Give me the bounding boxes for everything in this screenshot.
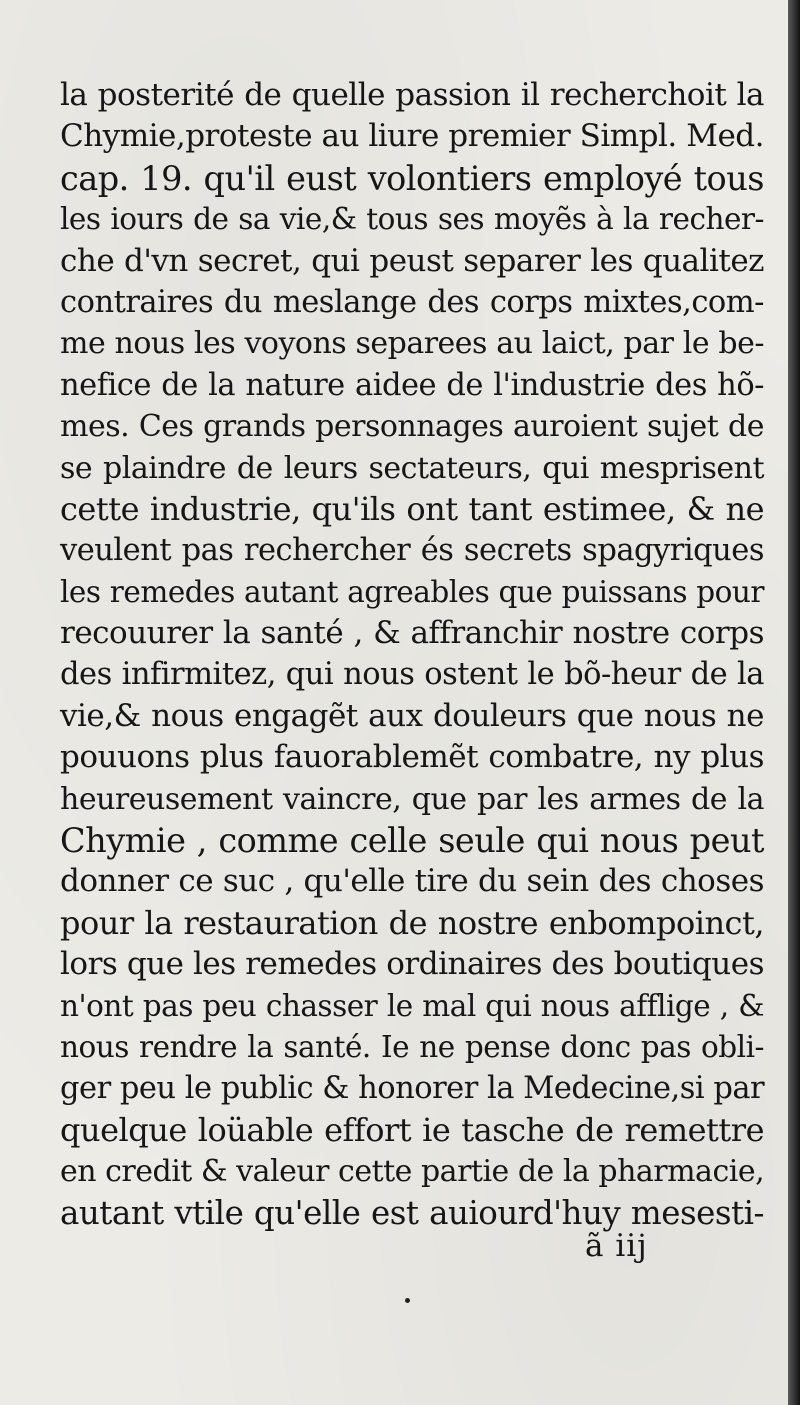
text-line: nefice de la nature aidee de l'industrie des hõ- bbox=[60, 367, 764, 403]
text-line: quelque loüable effort ie tasche de remettre bbox=[60, 1110, 764, 1149]
body-text bbox=[60, 75, 764, 1234]
text-line: mes. Ces grands personnages auroient sujet de bbox=[60, 409, 764, 445]
text-line: vie,& nous engagẽt aux douleurs que nous ne bbox=[60, 697, 764, 734]
text-line: contraires du meslange des corps mixtes,com- bbox=[60, 284, 764, 320]
text-line: les iours de sa vie,& tous ses moyẽs à la recher- bbox=[60, 202, 764, 237]
text-line: la posterité de quelle passion il recherchoit la bbox=[60, 77, 764, 113]
text-line: nous rendre la santé. Ie ne pense donc pas obli- bbox=[60, 1029, 764, 1064]
text-line: lors que les remedes ordinaires des boutiques bbox=[60, 946, 764, 983]
text-line: Chymie , comme celle seule qui nous peut bbox=[60, 821, 764, 861]
text-line: ger peu le public & honorer la Medecine,si par bbox=[60, 1071, 765, 1107]
text-line: donner ce suc , qu'elle tire du sein des choses bbox=[60, 863, 764, 900]
text-line: recouurer la santé , & affranchir nostre corps bbox=[60, 615, 764, 652]
text-line: Chymie,proteste au liure premier Simpl. Med. bbox=[60, 118, 764, 155]
text-line: se plaindre de leurs sectateurs, qui mesprisent bbox=[60, 450, 764, 486]
text-line: en credit & valeur cette partie de la pharmacie, bbox=[60, 1154, 765, 1190]
text-line: cap. 19. qu'il eust volontiers employé tous bbox=[60, 158, 764, 198]
ink-speck bbox=[405, 1298, 410, 1303]
text-line: cette industrie, qu'ils ont tant estimee, & ne bbox=[60, 489, 764, 528]
text-line: autant vtile qu'elle est auiourd'huy mesesti- bbox=[60, 1193, 764, 1232]
text-line: pouuons plus fauorablemẽt combatre, ny plus bbox=[60, 739, 764, 776]
text-line: les remedes autant agreables que puissans pour bbox=[60, 574, 764, 609]
text-line: des infirmitez, qui nous ostent le bõ-heur de la bbox=[60, 657, 764, 693]
text-line: n'ont pas peu chasser le mal qui nous afflige , & bbox=[60, 988, 764, 1023]
text-line: heureusement vaincre, que par les armes de la bbox=[60, 781, 764, 817]
signature-mark: ã iij bbox=[585, 1228, 648, 1264]
text-line: veulent pas rechercher és secrets spagyriques bbox=[60, 533, 764, 569]
text-line: che d'vn secret, qui peust separer les qualitez bbox=[60, 242, 764, 279]
binding-edge bbox=[788, 0, 800, 1405]
text-line: me nous les voyons separees au laict, par le be- bbox=[60, 326, 764, 362]
text-line: pour la restauration de nostre enbompoinct, bbox=[60, 903, 764, 942]
